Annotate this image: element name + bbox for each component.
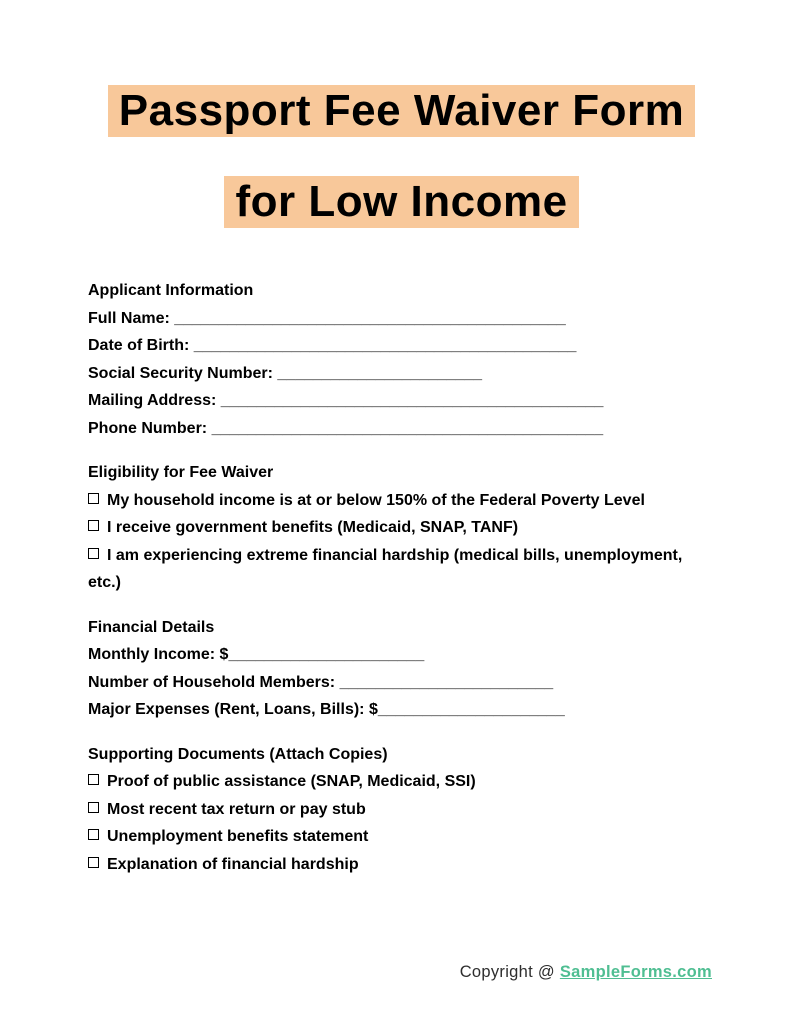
footer-copyright [460,963,712,982]
checkbox-item-tax-return [88,796,733,824]
checkbox-item-public-assistance [88,768,733,796]
title-row-1 [0,85,803,147]
checkbox-label: I receive government benefits (Medicaid, SNAP, TANF) [107,519,519,536]
checkbox-item-unemployment-statement [88,823,733,851]
field-row-major-expenses [88,696,733,724]
field-row-date-of-birth [88,332,733,360]
social-security-number-label: Social Security Number: [88,364,278,382]
checkbox-public-assistance[interactable] [88,774,99,785]
form-content [88,277,733,878]
field-row-phone-number [88,415,733,443]
section-eligibility [88,459,733,597]
phone-number-blank-line[interactable]: ____________________________________________ [211,419,604,437]
checkbox-label: Unemployment benefits statement [107,828,369,845]
checkbox-label: Most recent tax return or pay stub [107,800,366,818]
checkbox-household-income[interactable] [88,493,99,504]
monthly-income-blank-line[interactable]: ______________________ [228,646,425,663]
document-title [0,0,803,238]
documents-heading: Supporting Documents (Attach Copies) [88,745,388,763]
section-supporting-documents [88,741,733,879]
checkbox-item-financial-hardship [88,542,733,570]
date-of-birth-blank-line[interactable]: ___________________________________________ [193,337,577,354]
checkbox-hardship-explanation[interactable] [88,857,99,868]
copyright-text: Copyright @ [459,963,555,981]
field-row-full-name [88,305,733,333]
checkbox-label: Proof of public assistance (SNAP, Medicaid, SSI) [107,773,476,790]
major-expenses-blank-line[interactable]: _____________________ [377,701,565,718]
mailing-address-blank-line[interactable]: ___________________________________________ [220,392,604,409]
section-financial-details [88,614,733,724]
title-row-2 [0,176,803,238]
eligibility-heading: Eligibility for Fee Waiver [88,464,274,481]
checkbox-financial-hardship[interactable] [88,548,99,559]
checkbox-label: Explanation of financial hardship [107,855,359,873]
field-row-social-security-number [88,360,733,388]
full-name-label: Full Name: [88,309,175,327]
checkbox-label: My household income is at or below 150% of the Federal Poverty Level [107,491,645,509]
checkbox-label: I am experiencing extreme financial hardship (medical bills, unemployment, [107,546,683,564]
applicant-heading: Applicant Information [88,282,254,299]
sampleforms-link[interactable]: SampleForms.com [559,963,712,981]
checkbox-government-benefits[interactable] [88,520,99,531]
financial-heading: Financial Details [88,618,215,636]
household-members-blank-line[interactable]: ________________________ [339,673,554,691]
checkbox-item-household-income [88,487,733,515]
checkbox-tax-return[interactable] [88,802,99,813]
social-security-number-blank-line[interactable]: _______________________ [277,364,483,382]
date-of-birth-label: Date of Birth: [88,337,194,354]
checkbox-item-government-benefits [88,514,733,542]
field-row-household-members [88,669,733,697]
section-applicant-information [88,277,733,442]
monthly-income-label: Monthly Income: $ [88,646,229,663]
major-expenses-label: Major Expenses (Rent, Loans, Bills): $ [88,701,378,718]
checkbox-unemployment-statement[interactable] [88,829,99,840]
checkbox-label-continuation: etc.) [88,574,121,591]
mailing-address-label: Mailing Address: [88,392,221,409]
field-row-mailing-address [88,387,733,415]
phone-number-label: Phone Number: [88,419,212,437]
household-members-label: Number of Household Members: [88,673,340,691]
title-line-2: for Low Income [224,176,578,228]
checkbox-item-hardship-explanation [88,851,733,879]
full-name-blank-line[interactable]: ____________________________________________ [174,309,566,327]
field-row-monthly-income [88,641,733,669]
title-line-1: Passport Fee Waiver Form [108,85,695,137]
